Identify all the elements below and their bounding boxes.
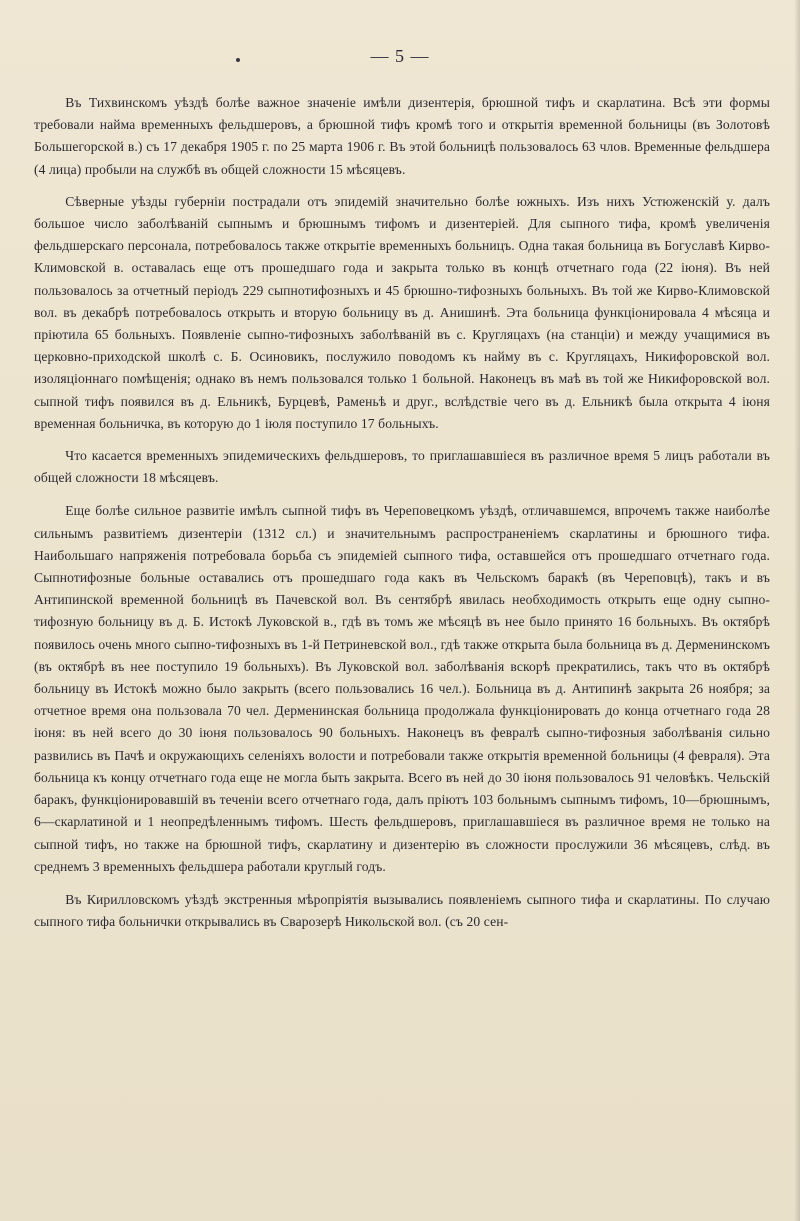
- page-edge-shadow: [794, 0, 800, 1221]
- paragraph-kirillov: Въ Кирилловскомъ уѣздѣ экстренныя мѣропріятія вызывались появленіемъ сыпного тифа и скарлатины. По случаю сыпного тифа больнички открывались въ Сварозерѣ Никольской вол. (съ 20 сен-: [34, 891, 770, 930]
- body-text: [34, 92, 770, 933]
- paragraph-northern-uezds: Сѣверные уѣзды губерніи пострадали отъ эпидемій значительно болѣе южныхъ. Изъ нихъ Устюженскій у. далъ большое число заболѣваній сыпнымъ и брюшнымъ тифомъ и дизентеріей. Для сыпного тифа, кромѣ увеличенія фельдшерскаго персонала, потребовалось также открытіе временныхъ больницъ. Одна такая больница въ Богуславѣ Кирво-Климовской в. оставалась еще отъ прошедшаго года и закрыта только въ концѣ отчетнаго года (22 іюня). Въ ней пользовалось за отчетный періодъ 229 сыпнотифозныхъ и 45 брюшно-тифозныхъ больныхъ. Въ той же Кирво-Климовской вол. въ декабрѣ потребовалось открыть и вторую больницу въ д. Анишинѣ. Эта больница функціонировала 4 мѣсяца и пріютила 65 больныхъ. Появленіе сыпно-тифозныхъ заболѣваній въ с. Кругляцахъ (на станціи) и между учащимися въ церковно-приходской школѣ с. Б. Осиновикъ, послужило поводомъ къ найму въ с. Кругляцахъ, Никифоровской вол. изоляціоннаго помѣщенія; однако въ немъ пользовался только 1 больной. Наконецъ въ маѣ въ той же Никифоровской вол. сыпной тифъ появился въ д. Ельникѣ, Бурцевѣ, Раменьѣ и друг., вслѣдствіе чего въ д. Ельникѣ была открыта 4 іюня временная больничка, въ которую до 1 іюля поступило 17 больныхъ.: [34, 193, 770, 431]
- paragraph-temporary-feldshers: Что касается временныхъ эпидемическихъ фельдшеровъ, то приглашавшіеся въ различное время 5 лицъ работали въ общей сложности 18 мѣсяцевъ.: [34, 448, 770, 486]
- page-number: — 5 —: [370, 46, 430, 66]
- paragraph-cherepovets: Еще болѣе сильное развитіе имѣлъ сыпной тифъ въ Череповецкомъ уѣздѣ, отличавшемся, впрочемъ также наиболѣе сильнымъ развитіемъ дизентеріи (1312 сл.) и значительнымъ распространеніемъ скарлатины и брюшного тифа. Наибольшаго напряженія потребовала борьба съ эпидеміей сыпного тифа, оставшейся отъ прошедшаго отчетнаго года. Сыпнотифозные больные оставались отъ прошедшаго года какъ въ Чельскомъ баракѣ (въ Череповцѣ), такъ и въ Антипинской временной больницѣ въ Пачевской вол. Въ сентябрѣ явилась необходимость открыть еще одну сыпно-тифозную больницу въ д. Б. Истокѣ Луковской в., гдѣ въ томъ же мѣсяцѣ въ нее было принято 16 больныхъ. Въ октябрѣ появилось очень много сыпно-тифозныхъ въ 1-й Петринeвской вол., гдѣ также открыта была больница въ д. Дерменинскомъ (въ октябрѣ въ нее поступило 19 больныхъ). Въ Луковской вол. заболѣванія вскорѣ прекратились, такъ что въ октябрѣ больницу въ Истокѣ можно было закрыть (всего пользовались 16 чел.). Больница въ д. Антипинѣ закрыта 26 ноября; за отчетное время она пользовала 70 чел. Дерменинская больница продолжала функціонировать до конца отчетнаго года 28 іюня: въ ней всего до 30 іюня пользовалось 90 больныхъ. Наконецъ въ февралѣ сыпно-тифозныя заболѣванія сильно развились въ Пачѣ и окружающихъ селеніяхъ волости и потребовали также открытія временной больницы (4 февраля). Эта больница къ концу отчетнаго года еще не могла быть закрыта. Всего въ ней до 30 іюня пользовалось 91 человѣкъ. Чельскій баракъ, функціонировавшій въ теченіи всего отчетнаго года, далъ пріютъ 103 больнымъ сыпнымъ тифомъ, 10—брюшнымъ, 6—скарлатиной и 1 неопредѣленнымъ тифомъ. Шесть фельдшеровъ, приглашавшіеся въ различное время не только на сыпной тифъ, но также на брюшной тифъ, скарлатину и дизентерію въ сложности прослужили 36 мѣсяцевъ, слѣд. въ среднемъ 3 временныхъ фельдшера работали круглый годъ.: [34, 503, 770, 874]
- paragraph-tikhvin: Въ Тихвинскомъ уѣздѣ болѣе важное значеніе имѣли дизентерія, брюшной тифъ и скарлатина. Всѣ эти формы требовали найма временныхъ фельдшеровъ, а брюшной тифъ кромѣ того и открытія временной больницы (въ Золотовѣ Большегорской в.) съ 17 декабря 1905 г. по 25 марта 1906 г. Въ этой больницѣ пользовалось 63 члов. Временные фельдшера (4 лица) пробыли на службѣ въ общей сложности 15 мѣсяцевъ.: [34, 95, 770, 177]
